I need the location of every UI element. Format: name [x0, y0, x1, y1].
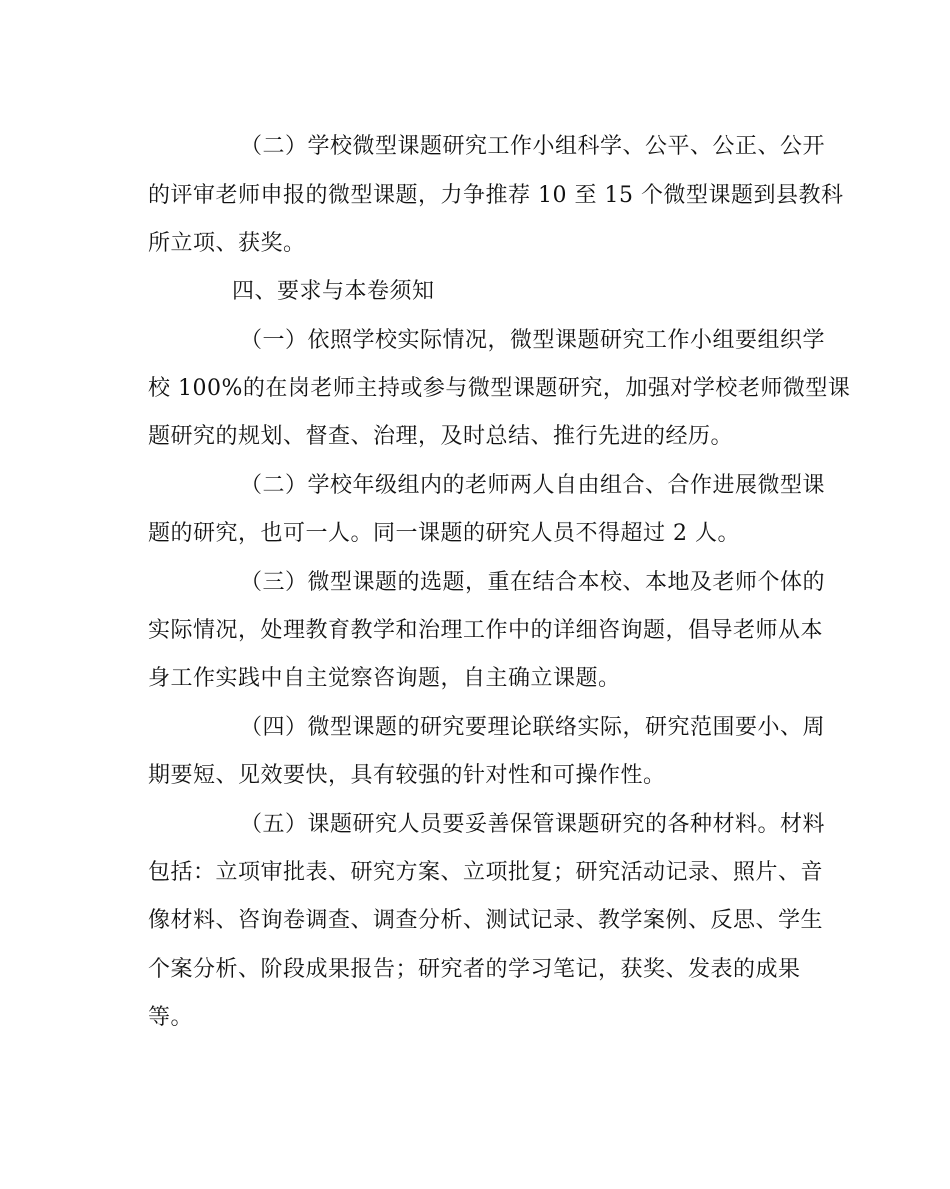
paragraph-line: （三）微型课题的选题，重在结合本校、本地及老师个体的 [240, 570, 826, 595]
section-heading: 四、要求与本卷须知 [232, 279, 435, 304]
paragraph-line: 校 100%的在岗老师主持或参与微型课题研究，加强对学校老师微型课 [148, 376, 851, 401]
paragraph-line: 个案分析、阶段成果报告；研究者的学习笔记，获奖、发表的成果 [148, 957, 801, 982]
paragraph-line: 题的研究，也可一人。同一课题的研究人员不得超过 2 人。 [148, 521, 740, 546]
paragraph-line: 期要短、见效要快，具有较强的针对性和可操作性。 [148, 763, 666, 788]
paragraph-line: （二）学校微型课题研究工作小组科学、公平、公正、公开 [240, 134, 826, 159]
paragraph-line: 包括：立项审批表、研究方案、立项批复；研究活动记录、照片、音 [148, 860, 824, 885]
paragraph-line: 实际情况，处理教育教学和治理工作中的详细咨询题，倡导老师从本 [148, 618, 824, 643]
paragraph-line: 等。 [148, 1005, 194, 1030]
paragraph-line: 题研究的规划、督查、治理，及时总结、推行先进的经历。 [148, 424, 734, 449]
paragraph-line: 身工作实践中自主觉察咨询题，自主确立课题。 [148, 666, 621, 691]
paragraph-line: （二）学校年级组内的老师两人自由组合、合作进展微型课 [240, 473, 826, 498]
paragraph-line: （五）课题研究人员要妥善保管课题研究的各种材料。材料 [240, 812, 826, 837]
paragraph-line: （四）微型课题的研究要理论联络实际，研究范围要小、周 [240, 715, 826, 740]
paragraph-line: 所立项、获奖。 [148, 231, 306, 256]
paragraph-line: 的评审老师申报的微型课题，力争推荐 10 至 15 个微型课题到县教科 [148, 183, 844, 208]
paragraph-line: 像材料、咨询卷调查、调查分析、测试记录、教学案例、反思、学生 [148, 908, 824, 933]
paragraph-line: （一）依照学校实际情况，微型课题研究工作小组要组织学 [240, 328, 826, 353]
